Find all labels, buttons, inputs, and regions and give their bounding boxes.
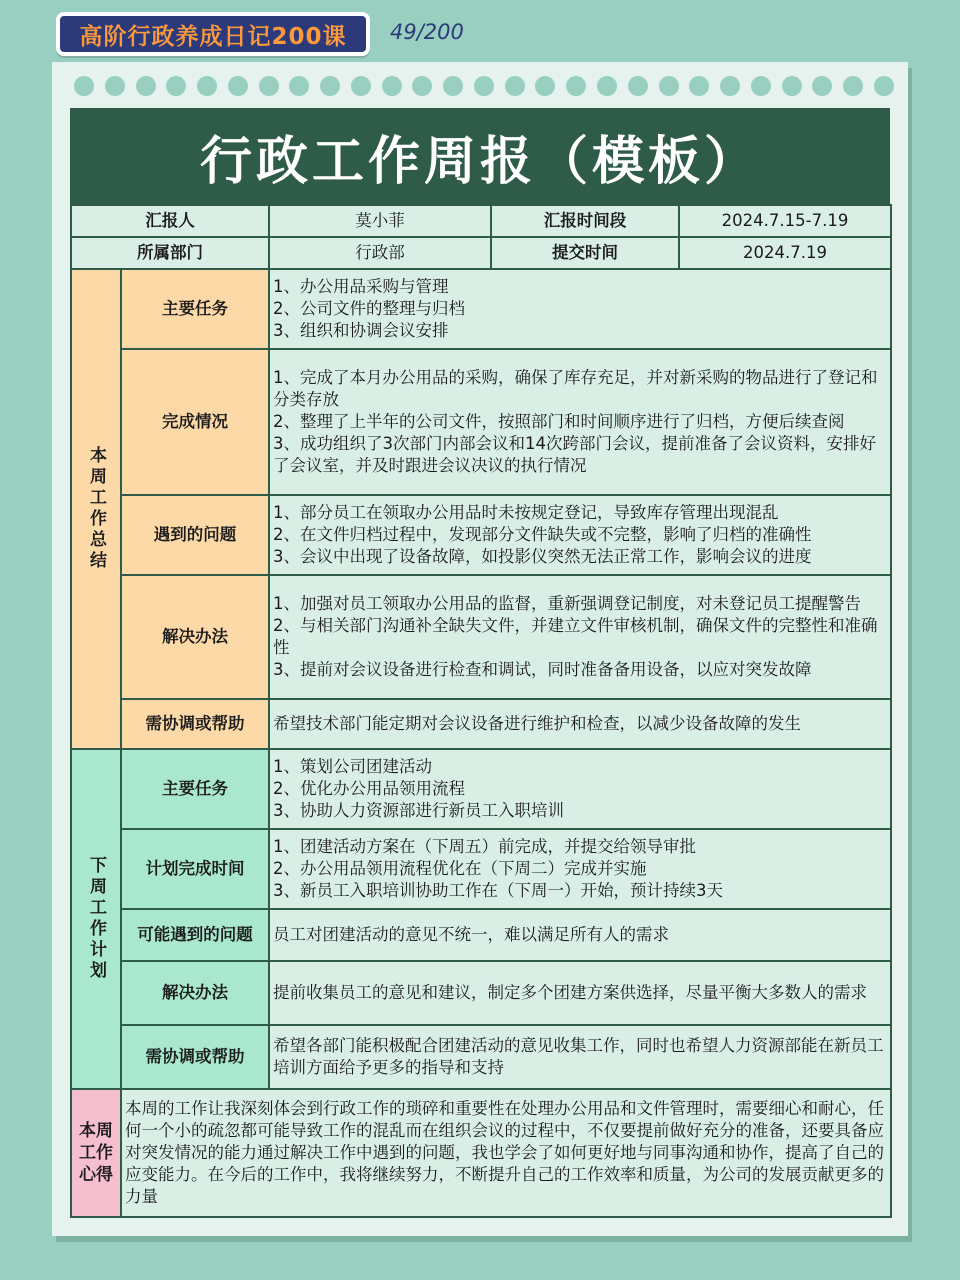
page-counter: 49/200 xyxy=(390,20,464,44)
plan-row-solutions xyxy=(71,961,891,1025)
reflection-row xyxy=(71,1089,891,1217)
content-line: 员工对团建活动的意见不统一，难以满足所有人的需求 xyxy=(273,925,669,944)
content-line: 3、组织和协调会议安排 xyxy=(273,321,449,340)
info-row-reporter xyxy=(71,205,891,237)
content-line: 提前收集员工的意见和建议，制定多个团建方案供选择，尽量平衡大多数人的需求 xyxy=(273,983,867,1002)
summary-row-problems xyxy=(71,495,891,575)
plan-row-content xyxy=(269,909,891,961)
binder-hole xyxy=(289,76,309,96)
binder-hole xyxy=(812,76,832,96)
binder-hole xyxy=(105,76,125,96)
summary-row-content xyxy=(269,699,891,749)
binder-hole xyxy=(351,76,371,96)
binder-hole xyxy=(535,76,555,96)
content-line: 希望各部门能积极配合团建活动的意见收集工作，同时也希望人力资源部能在新员工培训方面给予更多的指导和支持 xyxy=(273,1036,884,1077)
binder-hole xyxy=(474,76,494,96)
summary-row-solutions xyxy=(71,575,891,699)
next-week-section-label: 下周工作计划 xyxy=(71,749,121,1089)
content-line: 2、优化办公用品领用流程 xyxy=(273,779,465,798)
content-line: 3、新员工入职培训协助工作在（下周一）开始，预计持续3天 xyxy=(273,881,723,900)
binder-hole xyxy=(597,76,617,96)
binder-hole xyxy=(443,76,463,96)
binder-hole xyxy=(74,76,94,96)
binder-holes xyxy=(74,76,894,98)
content-line: 1、团建活动方案在（下周五）前完成，并提交给领导审批 xyxy=(273,837,696,856)
reflection-content: 本周的工作让我深刻体会到行政工作的琐碎和重要性在处理办公用品和文件管理时，需要细心和耐心，任何一个小的疏忽都可能导致工作的混乱而在组织会议的过程中，不仅要提前做好充分的准备，还要具备应对突发情况的能力通过解决工作中遇到的问题，我也学会了如何更好地与同事沟通和协作，提高了自己的应变能力。在今后的工作中，我将继续努力，不断提升自己的工作效率和质量，为公司的发展贡献更多的力量 xyxy=(121,1089,891,1217)
weekly-report-table xyxy=(70,204,892,1218)
content-line: 2、整理了上半年的公司文件，按照部门和时间顺序进行了归档，方便后续查阅 xyxy=(273,412,845,431)
reflection-section-label: 本周工作心得 xyxy=(71,1089,121,1217)
plan-row-schedule xyxy=(71,829,891,909)
summary-row-label: 解决办法 xyxy=(121,575,269,699)
series-title-badge: 高阶行政养成日记200课 xyxy=(56,12,370,56)
binder-hole xyxy=(720,76,740,96)
content-line: 1、办公用品采购与管理 xyxy=(273,277,449,296)
content-line: 2、在文件归档过程中，发现部分文件缺失或不完整，影响了归档的准确性 xyxy=(273,525,812,544)
binder-hole xyxy=(382,76,402,96)
binder-hole xyxy=(505,76,525,96)
summary-row-label: 需协调或帮助 xyxy=(121,699,269,749)
binder-hole xyxy=(197,76,217,96)
plan-row-help xyxy=(71,1025,891,1089)
page-title: 行政工作周报（模板） xyxy=(70,108,890,204)
binder-hole xyxy=(628,76,648,96)
dept-label: 所属部门 xyxy=(71,237,269,269)
info-row-dept xyxy=(71,237,891,269)
summary-row-label: 完成情况 xyxy=(121,349,269,495)
binder-hole xyxy=(412,76,432,96)
this-week-section-label: 本周工作总结 xyxy=(71,269,121,749)
content-line: 2、公司文件的整理与归档 xyxy=(273,299,465,318)
reporter-label: 汇报人 xyxy=(71,205,269,237)
summary-row-completion xyxy=(71,349,891,495)
summary-row-content xyxy=(269,575,891,699)
summary-row-content xyxy=(269,495,891,575)
summary-row-content xyxy=(269,349,891,495)
binder-hole xyxy=(659,76,679,96)
plan-row-label: 主要任务 xyxy=(121,749,269,829)
content-line: 3、会议中出现了设备故障，如投影仪突然无法正常工作，影响会议的进度 xyxy=(273,547,812,566)
summary-row-label: 主要任务 xyxy=(121,269,269,349)
plan-row-label: 需协调或帮助 xyxy=(121,1025,269,1089)
plan-row-label: 计划完成时间 xyxy=(121,829,269,909)
plan-row-risks xyxy=(71,909,891,961)
period-value: 2024.7.15-7.19 xyxy=(679,205,891,237)
binder-hole xyxy=(136,76,156,96)
binder-hole xyxy=(566,76,586,96)
plan-row-label: 解决办法 xyxy=(121,961,269,1025)
submit-value: 2024.7.19 xyxy=(679,237,891,269)
content-line: 1、部分员工在领取办公用品时未按规定登记，导致库存管理出现混乱 xyxy=(273,503,779,522)
content-line: 3、成功组织了3次部门内部会议和14次跨部门会议，提前准备了会议资料，安排好了会议室，并及时跟进会议决议的执行情况 xyxy=(273,434,876,475)
plan-row-content xyxy=(269,961,891,1025)
binder-hole xyxy=(689,76,709,96)
plan-row-content xyxy=(269,1025,891,1089)
binder-hole xyxy=(166,76,186,96)
reporter-value: 莫小菲 xyxy=(269,205,491,237)
content-line: 1、加强对员工领取办公用品的监督，重新强调登记制度，对未登记员工提醒警告 xyxy=(273,594,861,613)
dept-value: 行政部 xyxy=(269,237,491,269)
content-line: 1、完成了本月办公用品的采购，确保了库存充足，并对新采购的物品进行了登记和分类存放 xyxy=(273,368,878,409)
binder-hole xyxy=(782,76,802,96)
binder-hole xyxy=(228,76,248,96)
summary-row-help xyxy=(71,699,891,749)
content-line: 1、策划公司团建活动 xyxy=(273,757,432,776)
content-line: 2、与相关部门沟通补全缺失文件，并建立文件审核机制，确保文件的完整性和准确性 xyxy=(273,616,878,657)
plan-row-tasks xyxy=(71,749,891,829)
binder-hole xyxy=(259,76,279,96)
binder-hole xyxy=(874,76,894,96)
plan-row-label: 可能遇到的问题 xyxy=(121,909,269,961)
plan-row-content xyxy=(269,749,891,829)
summary-row-tasks xyxy=(71,269,891,349)
content-line: 3、协助人力资源部进行新员工入职培训 xyxy=(273,801,564,820)
summary-row-content xyxy=(269,269,891,349)
content-line: 3、提前对会议设备进行检查和调试，同时准备备用设备，以应对突发故障 xyxy=(273,660,812,679)
period-label: 汇报时间段 xyxy=(491,205,679,237)
summary-row-label: 遇到的问题 xyxy=(121,495,269,575)
content-line: 2、办公用品领用流程优化在（下周二）完成并实施 xyxy=(273,859,647,878)
notebook-card xyxy=(52,62,908,1236)
plan-row-content xyxy=(269,829,891,909)
content-line: 希望技术部门能定期对会议设备进行维护和检查，以减少设备故障的发生 xyxy=(273,714,801,733)
submit-label: 提交时间 xyxy=(491,237,679,269)
binder-hole xyxy=(843,76,863,96)
binder-hole xyxy=(751,76,771,96)
binder-hole xyxy=(320,76,340,96)
